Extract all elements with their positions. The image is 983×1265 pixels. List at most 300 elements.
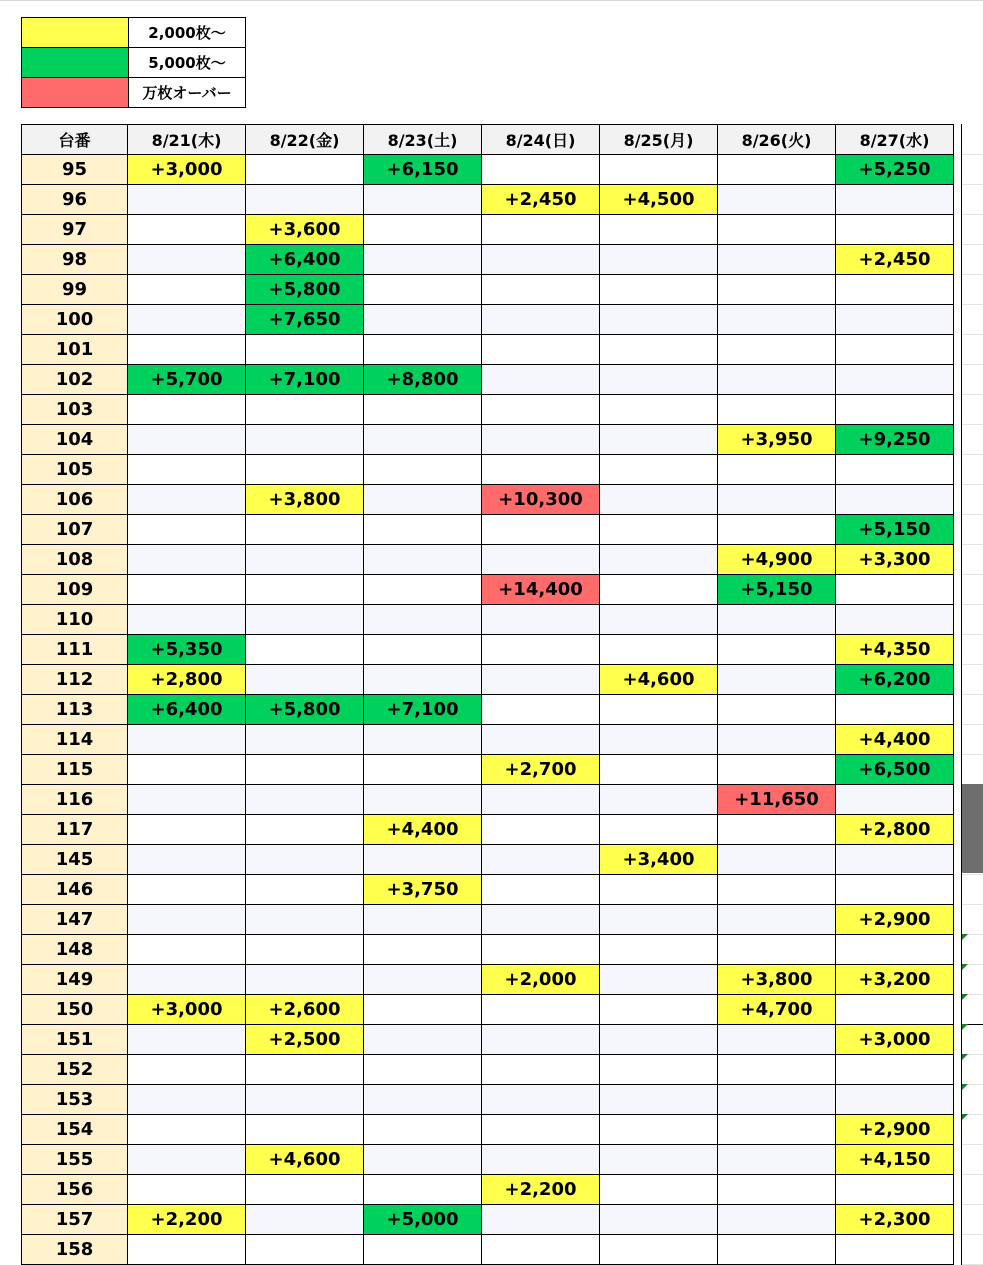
result-cell (836, 845, 954, 875)
table-row (22, 305, 954, 335)
result-cell (600, 965, 718, 995)
strip-gridline (962, 604, 983, 605)
result-cell (482, 1235, 600, 1265)
result-cell (364, 1145, 482, 1175)
result-cell (836, 215, 954, 245)
strip-gridline (962, 364, 983, 365)
table-row (22, 1205, 954, 1235)
result-cell (482, 305, 600, 335)
result-cell (128, 845, 246, 875)
result-cell: +2,900 (836, 1115, 954, 1145)
result-cell (246, 1175, 364, 1205)
result-cell (246, 1235, 364, 1265)
table-row (22, 725, 954, 755)
legend-label: 万枚オーバー (129, 78, 246, 108)
result-cell (718, 755, 836, 785)
result-cell: +5,350 (128, 635, 246, 665)
result-cell (482, 335, 600, 365)
comment-marker-icon (962, 934, 968, 940)
result-cell (128, 455, 246, 485)
result-cell (718, 845, 836, 875)
machine-number-cell: 110 (22, 605, 128, 635)
machine-number-cell: 147 (22, 905, 128, 935)
result-cell (600, 545, 718, 575)
result-cell (364, 1025, 482, 1055)
result-cell: +5,800 (246, 275, 364, 305)
result-cell (600, 1205, 718, 1235)
result-cell (600, 305, 718, 335)
result-cell (482, 515, 600, 545)
result-cell (246, 425, 364, 455)
result-cell (836, 605, 954, 635)
comment-marker-icon (962, 964, 968, 970)
top-border (0, 0, 983, 1)
result-cell (482, 365, 600, 395)
result-cell (836, 335, 954, 365)
result-cell: +4,600 (246, 1145, 364, 1175)
result-cell (718, 935, 836, 965)
result-cell (128, 725, 246, 755)
result-cell (718, 185, 836, 215)
machine-number-cell: 107 (22, 515, 128, 545)
machine-number-cell: 111 (22, 635, 128, 665)
result-cell: +3,400 (600, 845, 718, 875)
machine-number-cell: 101 (22, 335, 128, 365)
result-cell: +4,900 (718, 545, 836, 575)
result-cell (364, 245, 482, 275)
result-cell: +5,800 (246, 695, 364, 725)
result-cell: +2,300 (836, 1205, 954, 1235)
table-row (22, 1085, 954, 1115)
table-row (22, 515, 954, 545)
result-cell (364, 515, 482, 545)
result-cell (246, 545, 364, 575)
strip-gridline (962, 154, 983, 155)
machine-number-cell: 97 (22, 215, 128, 245)
legend-row (22, 18, 246, 48)
result-cell (718, 1085, 836, 1115)
result-cell (482, 545, 600, 575)
result-cell (482, 1085, 600, 1115)
result-cell (836, 1055, 954, 1085)
header-date: 8/24(日) (482, 125, 600, 155)
result-cell (600, 1055, 718, 1085)
result-cell (600, 245, 718, 275)
machine-number-cell: 108 (22, 545, 128, 575)
result-cell (128, 935, 246, 965)
result-cell: +8,800 (364, 365, 482, 395)
result-cell (836, 695, 954, 725)
machine-number-cell: 95 (22, 155, 128, 185)
result-cell (128, 785, 246, 815)
result-cell (128, 1175, 246, 1205)
result-cell (600, 935, 718, 965)
result-cell (128, 425, 246, 455)
result-cell: +2,700 (482, 755, 600, 785)
result-cell (718, 665, 836, 695)
header-date: 8/27(水) (836, 125, 954, 155)
result-cell: +7,100 (246, 365, 364, 395)
comment-marker-icon (962, 1114, 968, 1120)
result-cell (600, 1115, 718, 1145)
result-cell: +2,200 (128, 1205, 246, 1235)
result-cell: +3,000 (836, 1025, 954, 1055)
result-cell: +5,700 (128, 365, 246, 395)
result-cell (482, 155, 600, 185)
strip-gridline (962, 484, 983, 485)
table-row (22, 665, 954, 695)
result-cell (718, 1175, 836, 1205)
machine-number-cell: 153 (22, 1085, 128, 1115)
result-cell: +4,700 (718, 995, 836, 1025)
result-cell (718, 1025, 836, 1055)
result-cell (246, 1205, 364, 1235)
strip-gridline (962, 1204, 983, 1205)
result-cell (246, 605, 364, 635)
result-cell (718, 365, 836, 395)
strip-gridline (962, 1144, 983, 1145)
result-cell (128, 185, 246, 215)
legend-swatch-green (22, 48, 129, 78)
legend-swatch-red (22, 78, 129, 108)
table-row (22, 1145, 954, 1175)
result-cell: +7,100 (364, 695, 482, 725)
result-cell (600, 455, 718, 485)
result-cell (836, 935, 954, 965)
result-cell (718, 725, 836, 755)
strip-gridline (962, 724, 983, 725)
result-cell (364, 305, 482, 335)
result-cell (600, 275, 718, 305)
result-cell (364, 215, 482, 245)
result-cell (128, 395, 246, 425)
strip-gridline (962, 514, 983, 515)
result-cell: +4,600 (600, 665, 718, 695)
result-cell (482, 725, 600, 755)
result-cell: +5,250 (836, 155, 954, 185)
strip-gridline (962, 1234, 983, 1235)
strip-gridline (962, 394, 983, 395)
machine-number-cell: 104 (22, 425, 128, 455)
result-cell (128, 515, 246, 545)
result-cell: +2,500 (246, 1025, 364, 1055)
result-cell (600, 1145, 718, 1175)
result-cell (128, 245, 246, 275)
result-cell: +4,500 (600, 185, 718, 215)
result-cell (718, 275, 836, 305)
table-row (22, 425, 954, 455)
result-cell (364, 995, 482, 1025)
result-cell (364, 395, 482, 425)
result-cell: +9,250 (836, 425, 954, 455)
result-cell (836, 785, 954, 815)
result-cell (718, 1235, 836, 1265)
result-cell (482, 245, 600, 275)
result-cell (600, 215, 718, 245)
machine-number-cell: 96 (22, 185, 128, 215)
result-cell (600, 1025, 718, 1055)
result-cell (718, 155, 836, 185)
result-cell: +2,200 (482, 1175, 600, 1205)
machine-number-cell: 158 (22, 1235, 128, 1265)
result-cell (600, 695, 718, 725)
machine-number-cell: 151 (22, 1025, 128, 1055)
result-cell (718, 815, 836, 845)
machine-number-cell: 152 (22, 1055, 128, 1085)
machine-number-cell: 112 (22, 665, 128, 695)
result-cell: +14,400 (482, 575, 600, 605)
result-cell (482, 995, 600, 1025)
header-date: 8/21(木) (128, 125, 246, 155)
result-cell (482, 605, 600, 635)
strip-gridline (962, 544, 983, 545)
machine-number-cell: 113 (22, 695, 128, 725)
strip-gridline (962, 274, 983, 275)
result-cell: +2,800 (128, 665, 246, 695)
result-cell (836, 1235, 954, 1265)
result-cell (482, 785, 600, 815)
strip-gridline (962, 904, 983, 905)
strip-gridline (962, 694, 983, 695)
result-cell (836, 485, 954, 515)
result-cell (836, 455, 954, 485)
result-cell: +5,150 (718, 575, 836, 605)
result-cell (364, 425, 482, 455)
result-cell (836, 185, 954, 215)
result-cell (364, 665, 482, 695)
result-cell (246, 875, 364, 905)
result-cell: +11,650 (718, 785, 836, 815)
table-row (22, 785, 954, 815)
result-cell (364, 1115, 482, 1145)
result-cell (364, 635, 482, 665)
strip-gridline (962, 214, 983, 215)
comment-marker-icon (962, 994, 968, 1000)
result-cell (128, 1115, 246, 1145)
result-cell (246, 1055, 364, 1085)
strip-gridline (962, 574, 983, 575)
result-cell (246, 185, 364, 215)
result-cell: +4,400 (364, 815, 482, 845)
result-cell (128, 1235, 246, 1265)
result-cell (482, 455, 600, 485)
result-cell: +4,400 (836, 725, 954, 755)
table-row (22, 215, 954, 245)
result-cell (364, 575, 482, 605)
table-row (22, 545, 954, 575)
result-cell (718, 515, 836, 545)
machine-number-cell: 145 (22, 845, 128, 875)
machine-number-cell: 148 (22, 935, 128, 965)
results-table (21, 124, 954, 1265)
comment-marker-icon (962, 1084, 968, 1090)
result-cell (836, 395, 954, 425)
result-cell (718, 245, 836, 275)
result-cell (600, 1085, 718, 1115)
result-cell (364, 185, 482, 215)
machine-number-cell: 154 (22, 1115, 128, 1145)
result-cell (364, 545, 482, 575)
result-cell (128, 485, 246, 515)
result-cell (600, 815, 718, 845)
result-cell (364, 1235, 482, 1265)
table-row (22, 815, 954, 845)
table-body (22, 155, 954, 1265)
result-cell (246, 665, 364, 695)
result-cell (128, 755, 246, 785)
result-cell (364, 485, 482, 515)
strip-gridline (962, 424, 983, 425)
strip-gridline (962, 454, 983, 455)
result-cell (600, 995, 718, 1025)
result-cell (718, 335, 836, 365)
result-cell: +3,800 (246, 485, 364, 515)
result-cell (482, 215, 600, 245)
result-cell (246, 845, 364, 875)
result-cell (246, 785, 364, 815)
result-cell: +2,450 (482, 185, 600, 215)
result-cell (600, 635, 718, 665)
result-cell (600, 575, 718, 605)
table-row (22, 1055, 954, 1085)
result-cell (246, 455, 364, 485)
result-cell (718, 1115, 836, 1145)
result-cell (128, 305, 246, 335)
machine-number-cell: 149 (22, 965, 128, 995)
machine-number-cell: 106 (22, 485, 128, 515)
result-cell (128, 1145, 246, 1175)
legend-row (22, 48, 246, 78)
table-row (22, 395, 954, 425)
result-cell: +5,150 (836, 515, 954, 545)
scrollbar-thumb[interactable] (962, 784, 983, 873)
strip-gridline (962, 874, 983, 875)
result-cell (600, 485, 718, 515)
result-cell (364, 905, 482, 935)
machine-number-cell: 146 (22, 875, 128, 905)
result-cell (718, 395, 836, 425)
strip-gridline (962, 664, 983, 665)
result-cell (600, 425, 718, 455)
result-cell (718, 695, 836, 725)
result-cell (364, 455, 482, 485)
result-cell (128, 905, 246, 935)
result-cell: +3,750 (364, 875, 482, 905)
result-cell: +2,600 (246, 995, 364, 1025)
comment-marker-icon (962, 1024, 968, 1030)
result-cell (482, 635, 600, 665)
table-row (22, 455, 954, 485)
header-date: 8/23(土) (364, 125, 482, 155)
result-cell (482, 275, 600, 305)
result-cell (364, 1175, 482, 1205)
result-cell (718, 1205, 836, 1235)
strip-gridline (962, 754, 983, 755)
result-cell (128, 1055, 246, 1085)
machine-number-cell: 103 (22, 395, 128, 425)
result-cell (246, 395, 364, 425)
result-cell (482, 815, 600, 845)
result-cell (482, 425, 600, 455)
result-cell: +6,400 (128, 695, 246, 725)
result-cell: +3,200 (836, 965, 954, 995)
result-cell (364, 335, 482, 365)
result-cell (246, 635, 364, 665)
right-edge-strip (962, 124, 983, 1265)
table-row (22, 1025, 954, 1055)
result-cell: +3,000 (128, 995, 246, 1025)
result-cell (836, 995, 954, 1025)
result-cell (718, 605, 836, 635)
machine-number-cell: 115 (22, 755, 128, 785)
table-row (22, 605, 954, 635)
result-cell (600, 725, 718, 755)
result-cell (482, 905, 600, 935)
machine-number-cell: 116 (22, 785, 128, 815)
result-cell (836, 305, 954, 335)
result-cell: +3,600 (246, 215, 364, 245)
strip-gridline (962, 244, 983, 245)
result-cell (128, 335, 246, 365)
machine-number-cell: 98 (22, 245, 128, 275)
result-cell (364, 755, 482, 785)
result-cell (600, 335, 718, 365)
result-cell (364, 1055, 482, 1085)
result-cell (482, 875, 600, 905)
table-row (22, 755, 954, 785)
machine-number-cell: 156 (22, 1175, 128, 1205)
result-cell (246, 935, 364, 965)
machine-number-cell: 157 (22, 1205, 128, 1235)
result-cell (836, 875, 954, 905)
result-cell (718, 1145, 836, 1175)
color-legend (21, 17, 246, 108)
strip-gridline (962, 1174, 983, 1175)
table-row (22, 155, 954, 185)
legend-label: 2,000枚～ (129, 18, 246, 48)
table-right-border (961, 124, 962, 1265)
result-cell (364, 725, 482, 755)
result-cell: +3,950 (718, 425, 836, 455)
legend-row (22, 78, 246, 108)
result-cell (128, 605, 246, 635)
result-cell: +6,500 (836, 755, 954, 785)
result-cell (246, 575, 364, 605)
result-cell (600, 395, 718, 425)
result-cell: +3,000 (128, 155, 246, 185)
machine-number-cell: 114 (22, 725, 128, 755)
result-cell (600, 1235, 718, 1265)
strip-gridline (962, 184, 983, 185)
result-cell (128, 1085, 246, 1115)
result-cell (600, 155, 718, 185)
table-row (22, 485, 954, 515)
result-cell (364, 275, 482, 305)
result-cell (718, 905, 836, 935)
table-row (22, 935, 954, 965)
result-cell (128, 215, 246, 245)
result-cell (718, 455, 836, 485)
table-row (22, 365, 954, 395)
table-row (22, 905, 954, 935)
header-date: 8/22(金) (246, 125, 364, 155)
result-cell (600, 365, 718, 395)
result-cell (600, 905, 718, 935)
table-row (22, 1235, 954, 1265)
result-cell (600, 755, 718, 785)
result-cell (246, 1115, 364, 1145)
machine-number-cell: 150 (22, 995, 128, 1025)
